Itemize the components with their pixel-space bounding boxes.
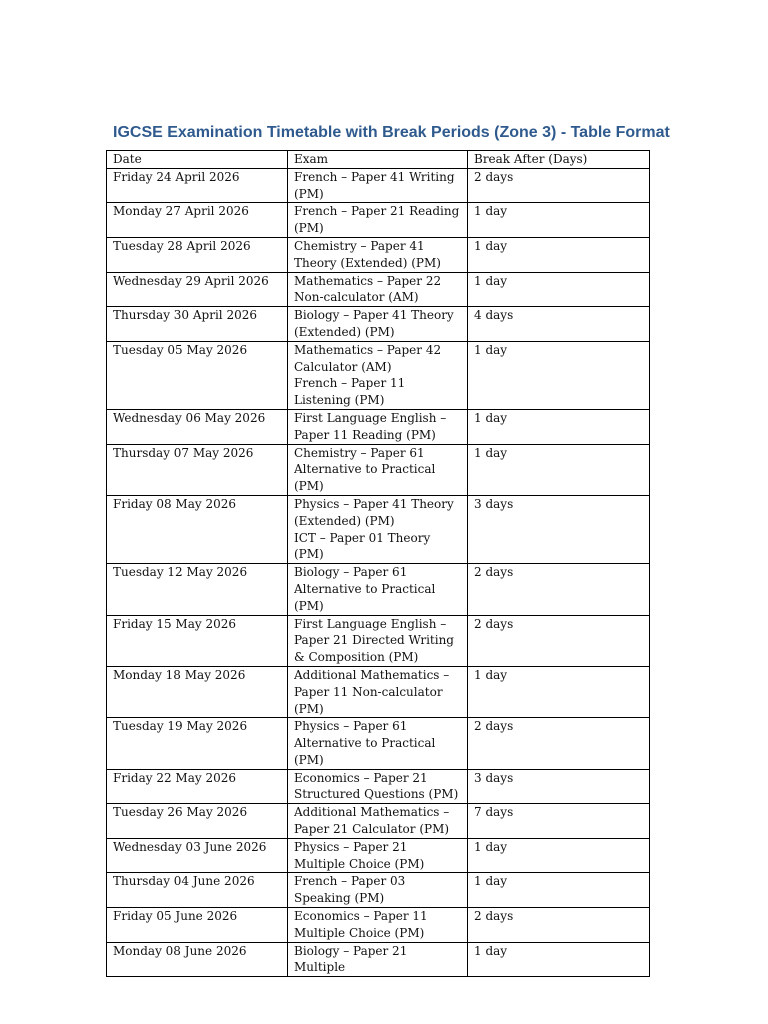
date-cell: Wednesday 03 June 2026 bbox=[107, 838, 288, 873]
date-cell: Thursday 04 June 2026 bbox=[107, 873, 288, 908]
exam-timetable bbox=[106, 150, 650, 977]
exam-entry: Chemistry – Paper 61 Alternative to Practical (PM) bbox=[294, 445, 436, 494]
break-cell: 2 days bbox=[468, 718, 650, 769]
break-cell: 1 day bbox=[468, 272, 650, 307]
table-row bbox=[107, 341, 650, 409]
timetable-body bbox=[107, 168, 650, 976]
date-cell: Friday 24 April 2026 bbox=[107, 168, 288, 203]
table-row bbox=[107, 307, 650, 342]
exam-entry: Physics – Paper 21 Multiple Choice (PM) bbox=[294, 839, 425, 871]
date-cell: Monday 18 May 2026 bbox=[107, 666, 288, 717]
exam-entry: Biology – Paper 61 Alternative to Practical (PM) bbox=[294, 565, 436, 613]
break-cell: 1 day bbox=[468, 341, 650, 409]
exam-cell bbox=[288, 769, 468, 804]
exam-entry: First Language English – Paper 21 Directed Writing & Composition (PM) bbox=[294, 616, 454, 665]
exam-cell bbox=[288, 942, 468, 977]
exam-cell bbox=[288, 341, 468, 409]
date-cell: Tuesday 05 May 2026 bbox=[107, 341, 288, 409]
exam-entry: Physics – Paper 61 Alternative to Practical (PM) bbox=[294, 719, 436, 767]
break-cell: 2 days bbox=[468, 908, 650, 943]
date-cell: Friday 05 June 2026 bbox=[107, 908, 288, 943]
exam-cell bbox=[288, 495, 468, 563]
break-cell: 7 days bbox=[468, 804, 650, 839]
exam-entry: Additional Mathematics – Paper 21 Calculator (PM) bbox=[294, 805, 450, 837]
break-cell: 1 day bbox=[468, 838, 650, 873]
table-row bbox=[107, 444, 650, 495]
table-row bbox=[107, 237, 650, 272]
date-cell: Friday 15 May 2026 bbox=[107, 615, 288, 666]
exam-entry: Mathematics – Paper 42 Calculator (AM) bbox=[294, 342, 442, 374]
exam-cell bbox=[288, 203, 468, 238]
break-cell: 3 days bbox=[468, 769, 650, 804]
exam-entry: Chemistry – Paper 41 Theory (Extended) (PM) bbox=[294, 238, 441, 270]
table-row bbox=[107, 769, 650, 804]
date-cell: Friday 08 May 2026 bbox=[107, 495, 288, 563]
table-row bbox=[107, 838, 650, 873]
exam-entry: French – Paper 21 Reading (PM) bbox=[294, 204, 460, 236]
exam-cell bbox=[288, 168, 468, 203]
table-row bbox=[107, 495, 650, 563]
exam-cell bbox=[288, 409, 468, 444]
exam-entry: Economics – Paper 21 Structured Questions (PM) bbox=[294, 770, 459, 802]
break-cell: 1 day bbox=[468, 942, 650, 977]
table-header-row bbox=[107, 151, 650, 169]
break-cell: 1 day bbox=[468, 666, 650, 717]
date-cell: Friday 22 May 2026 bbox=[107, 769, 288, 804]
exam-cell bbox=[288, 666, 468, 717]
table-row bbox=[107, 409, 650, 444]
exam-cell bbox=[288, 272, 468, 307]
date-cell: Tuesday 26 May 2026 bbox=[107, 804, 288, 839]
table-row bbox=[107, 203, 650, 238]
break-column-header: Break After (Days) bbox=[468, 151, 650, 169]
exam-entry: Economics – Paper 11 Multiple Choice (PM) bbox=[294, 909, 428, 940]
date-cell: Wednesday 06 May 2026 bbox=[107, 409, 288, 444]
table-row bbox=[107, 718, 650, 769]
break-cell: 1 day bbox=[468, 409, 650, 444]
exam-entry: Additional Mathematics – Paper 11 Non-calculator (PM) bbox=[294, 667, 450, 716]
exam-entry: First Language English – Paper 11 Reading (PM) bbox=[294, 410, 447, 442]
break-cell: 1 day bbox=[468, 873, 650, 908]
exam-entry: French – Paper 03 Speaking (PM) bbox=[294, 874, 406, 906]
date-column-header: Date bbox=[107, 151, 288, 169]
break-cell: 4 days bbox=[468, 307, 650, 342]
table-row bbox=[107, 564, 650, 615]
table-row bbox=[107, 908, 650, 943]
date-cell: Wednesday 29 April 2026 bbox=[107, 272, 288, 307]
exam-cell bbox=[288, 237, 468, 272]
table-row bbox=[107, 942, 650, 977]
table-row bbox=[107, 168, 650, 203]
exam-cell bbox=[288, 564, 468, 615]
break-cell: 3 days bbox=[468, 495, 650, 563]
date-cell: Thursday 07 May 2026 bbox=[107, 444, 288, 495]
table-row bbox=[107, 272, 650, 307]
exam-entry: French – Paper 41 Writing (PM) bbox=[294, 169, 455, 201]
date-cell: Thursday 30 April 2026 bbox=[107, 307, 288, 342]
exam-entry: French – Paper 11 Listening (PM) bbox=[294, 376, 406, 408]
exam-column-header: Exam bbox=[288, 151, 468, 169]
exam-entry: ICT – Paper 01 Theory (PM) bbox=[294, 530, 431, 562]
table-row bbox=[107, 804, 650, 839]
exam-entry: Biology – Paper 41 Theory (Extended) (PM) bbox=[294, 308, 454, 339]
break-cell: 1 day bbox=[468, 203, 650, 238]
break-cell: 1 day bbox=[468, 444, 650, 495]
date-cell: Monday 08 June 2026 bbox=[107, 942, 288, 977]
exam-cell bbox=[288, 908, 468, 943]
date-cell: Monday 27 April 2026 bbox=[107, 203, 288, 238]
date-cell: Tuesday 19 May 2026 bbox=[107, 718, 288, 769]
table-row bbox=[107, 666, 650, 717]
exam-cell bbox=[288, 873, 468, 908]
date-cell: Tuesday 12 May 2026 bbox=[107, 564, 288, 615]
exam-entry: Physics – Paper 41 Theory (Extended) (PM) bbox=[294, 496, 454, 528]
break-cell: 2 days bbox=[468, 168, 650, 203]
exam-cell bbox=[288, 804, 468, 839]
exam-entry: Mathematics – Paper 22 Non-calculator (AM) bbox=[294, 273, 442, 305]
table-row bbox=[107, 615, 650, 666]
exam-cell bbox=[288, 718, 468, 769]
document-title: IGCSE Examination Timetable with Break Periods (Zone 3) - Table Format bbox=[113, 124, 670, 141]
exam-cell bbox=[288, 307, 468, 342]
exam-cell bbox=[288, 444, 468, 495]
break-cell: 2 days bbox=[468, 564, 650, 615]
break-cell: 1 day bbox=[468, 237, 650, 272]
exam-entry: Biology – Paper 21 Multiple bbox=[294, 943, 408, 975]
break-cell: 2 days bbox=[468, 615, 650, 666]
exam-cell bbox=[288, 838, 468, 873]
exam-cell bbox=[288, 615, 468, 666]
date-cell: Tuesday 28 April 2026 bbox=[107, 237, 288, 272]
table-row bbox=[107, 873, 650, 908]
